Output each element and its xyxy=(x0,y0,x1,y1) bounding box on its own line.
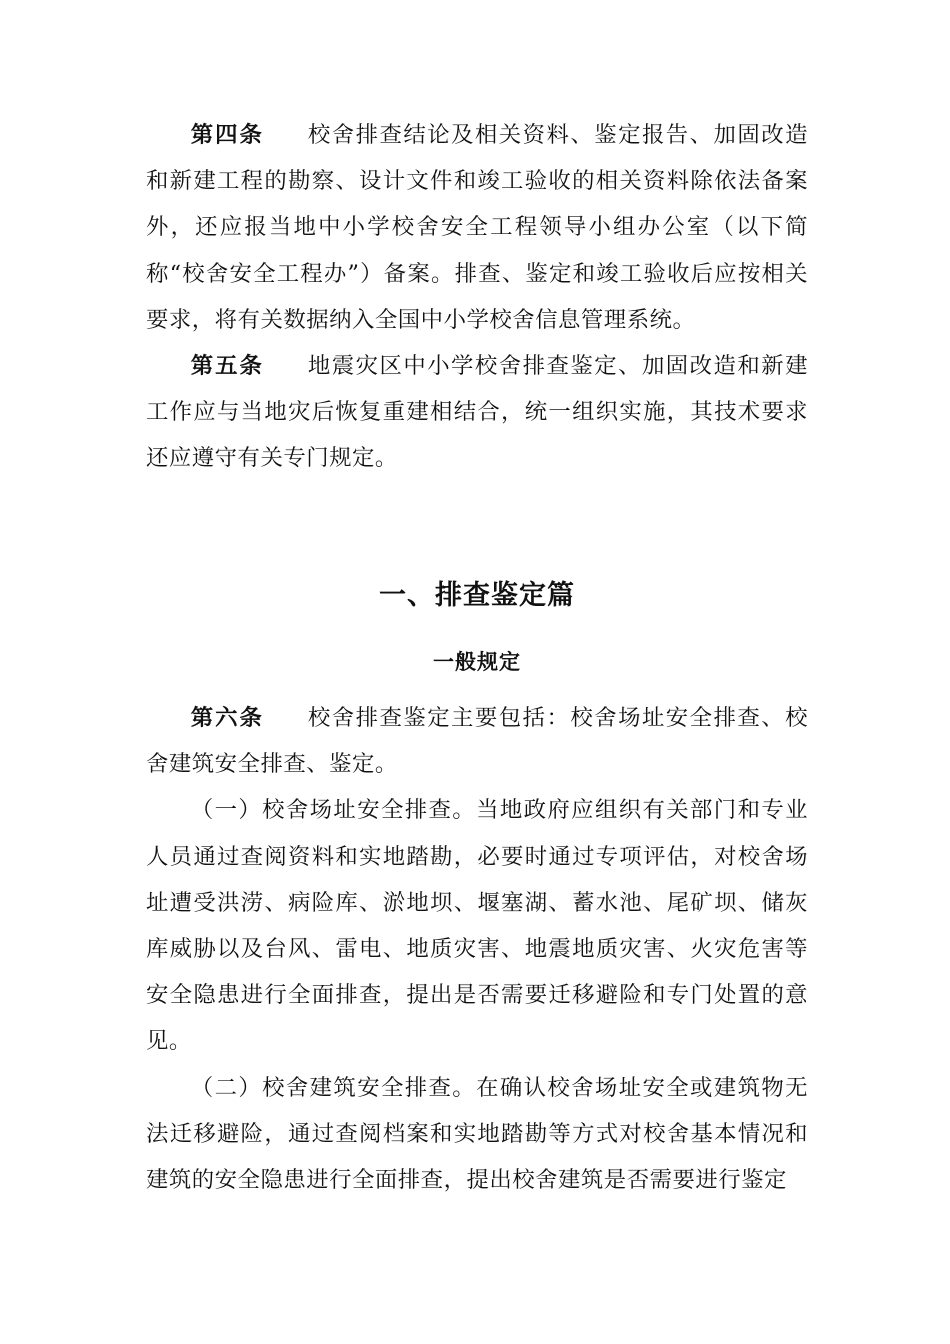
item-2: （二）校舍建筑安全排查。在确认校舍场址安全或建筑物无法迁移避险，通过查阅档案和实地踏勘等方式对校舍基本情况和建筑的安全隐患进行全面排查，提出校舍建筑是否需要进行鉴定 xyxy=(146,1074,808,1194)
articles-bottom xyxy=(146,695,808,1203)
article-4 xyxy=(146,112,808,343)
article-6 xyxy=(146,695,808,787)
item-1: （一）校舍场址安全排查。当地政府应组织有关部门和专业人员通过查阅资料和实地踏勘，必要时通过专项评估，对校舍场址遭受洪涝、病险库、淤地坝、堰塞湖、蓄水池、尾矿坝、储灰库威胁以及台风、雷电、地质灾害、地震地质灾害、火灾危害等安全隐患进行全面排查，提出是否需要迁移避险和专门处置的意见。 xyxy=(146,797,808,1055)
article-5-number: 第五条 xyxy=(190,353,264,380)
article-4-number: 第四条 xyxy=(190,122,264,148)
article-6-text: 校舍排查鉴定主要包括：校舍场址安全排查、校舍建筑安全排查、鉴定。 xyxy=(146,705,809,778)
article-4-text: 校舍排查结论及相关资料、鉴定报告、加固改造和新建工程的勘察、设计文件和竣工验收的相关资料除依法备案外，还应报当地中小学校舍安全工程领导小组办公室（以下简称“校舍安全工程办”）备案。排查、鉴定和竣工验收后应按相关要求，将有关数据纳入全国中小学校舍信息管理系统。 xyxy=(146,122,809,333)
subsection-title: 一般规定 xyxy=(433,650,521,674)
section-title: 一、排查鉴定篇 xyxy=(379,580,575,611)
articles-top xyxy=(146,112,808,482)
article-5-text: 地震灾区中小学校舍排查鉴定、加固改造和新建工作应与当地灾后恢复重建相结合，统一组织实施，其技术要求还应遵守有关专门规定。 xyxy=(146,353,809,472)
article-5 xyxy=(146,343,808,482)
article-6-number: 第六条 xyxy=(190,705,264,731)
